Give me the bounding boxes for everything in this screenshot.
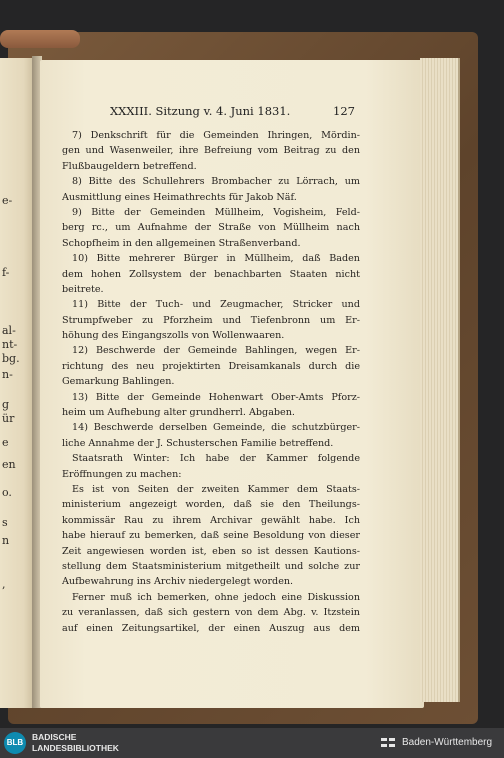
left-fragment: e- <box>2 194 13 207</box>
left-fragment: bg. <box>2 352 20 365</box>
left-fragment: ür <box>2 412 15 425</box>
text-line: 9) Bitte der Gemeinden Müllheim, Vogisheim, Feld- <box>72 206 360 218</box>
running-title: XXXIII. Sitzung v. 4. Juni 1831. <box>110 104 291 118</box>
text-line: berg rc., um Aufnahme der Straße von Müllheim nach <box>62 222 360 234</box>
left-fragment: g <box>2 398 10 411</box>
text-line: kommissär Rau zu ihrem Archivar gewählt habe. Ich <box>62 514 360 526</box>
text-line: 14) Beschwerde derselben Gemeinde, die schutzbürger- <box>72 422 360 434</box>
left-fragment: n- <box>2 368 13 381</box>
text-line: dem hohen Zollsystem der benachbarten Staaten nicht <box>62 268 360 280</box>
left-fragment: al- <box>2 324 16 337</box>
text-line: Aufbewahrung ins Archiv niedergelegt worden. <box>62 576 294 588</box>
state-name[interactable]: Baden-Württemberg <box>402 737 493 748</box>
library-name[interactable] <box>32 732 119 754</box>
text-line: Schopfheim in den allgemeinen Straßenverband. <box>62 237 301 249</box>
left-fragment: , <box>2 578 6 591</box>
text-line: Gemarkung Bahlingen. <box>62 376 175 388</box>
page-edges <box>420 58 460 702</box>
text-line: stellung dem Staatsministerium mitgetheilt und solche zur <box>62 560 360 572</box>
footer-bar <box>0 728 504 758</box>
page-body-text <box>62 128 360 636</box>
text-line: 8) Bitte des Schullehrers Brombacher zu Lörrach, um <box>72 176 360 188</box>
text-line: heim um Aufhebung alter grundherrl. Abgaben. <box>62 407 295 419</box>
text-line: beitrete. <box>62 283 104 295</box>
library-name-line-2: LANDESBIBLIOTHEK <box>32 743 119 753</box>
page-header <box>110 104 355 118</box>
text-line: Ausmittlung eines Heimathrechts für Jakob Näf. <box>62 191 297 203</box>
text-line: gen und Wasenweiler, ihre Befreiung vom Beitrag zu den <box>62 145 360 157</box>
text-line: 11) Bitte der Tuch- und Zeugmacher, Stricker und <box>72 299 360 311</box>
blb-logo-icon[interactable]: BLB <box>4 732 26 754</box>
text-line: 10) Bitte mehrerer Bürger in Müllheim, daß Baden <box>72 253 360 265</box>
text-line: auf einen Zeitungsartikel, der einen Auszug aus dem <box>62 622 360 634</box>
page-number: 127 <box>333 104 355 118</box>
text-line: Zeit angewiesen worden ist, eben so ist dessen Kautions- <box>62 545 360 557</box>
book-strap <box>0 30 80 48</box>
left-fragment: f- <box>2 266 10 279</box>
text-line: höhung des Eingangszolls von Wollenwaaren. <box>62 330 285 342</box>
text-line: 12) Beschwerde der Gemeinde Bahlingen, wegen Er- <box>72 345 360 357</box>
text-line: 7) Denkschrift für die Gemeinden Ihringen, Mördin- <box>72 130 360 141</box>
text-line: liche Annahme der J. Schusterschen Familie betreffend. <box>62 437 334 449</box>
text-line: Strumpfweber zu Pforzheim und Tiefenbronn um Er- <box>62 314 360 326</box>
left-fragment: n <box>2 534 10 547</box>
left-fragment: nt- <box>2 338 18 351</box>
left-fragment: o. <box>2 486 12 499</box>
text-line: habe hierauf zu bemerken, daß seine Besoldung von dieser <box>62 530 360 542</box>
text-line: Staatsrath Winter: Ich habe der Kammer folgende <box>72 453 360 465</box>
text-line: Eröffnungen zu machen: <box>62 468 182 480</box>
text-line: richtung des neu projektirten Dreisamkanals durch die <box>62 360 360 372</box>
text-line: Es ist von Seiten der zweiten Kammer dem Staats- <box>72 483 360 495</box>
library-name-line-1: BADISCHE <box>32 732 77 742</box>
left-page-edge <box>0 58 34 708</box>
text-line: 13) Bitte der Gemeinde Hohenwart Ober-Amts Pforz- <box>72 391 360 403</box>
left-fragment: s <box>2 516 8 529</box>
text-line: ministerium angezeigt worden, daß sie den Theilungs- <box>62 499 360 511</box>
text-line: zu veranlassen, daß sich gestern von dem Abg. v. Itzstein <box>62 607 360 619</box>
text-line: Flußbaugeldern betreffend. <box>62 160 197 172</box>
left-fragment: e <box>2 436 9 449</box>
coat-of-arms-icon <box>380 736 396 750</box>
left-fragment: en <box>2 458 16 471</box>
text-line: Ferner muß ich bemerken, ohne jedoch eine Diskussion <box>72 591 360 603</box>
